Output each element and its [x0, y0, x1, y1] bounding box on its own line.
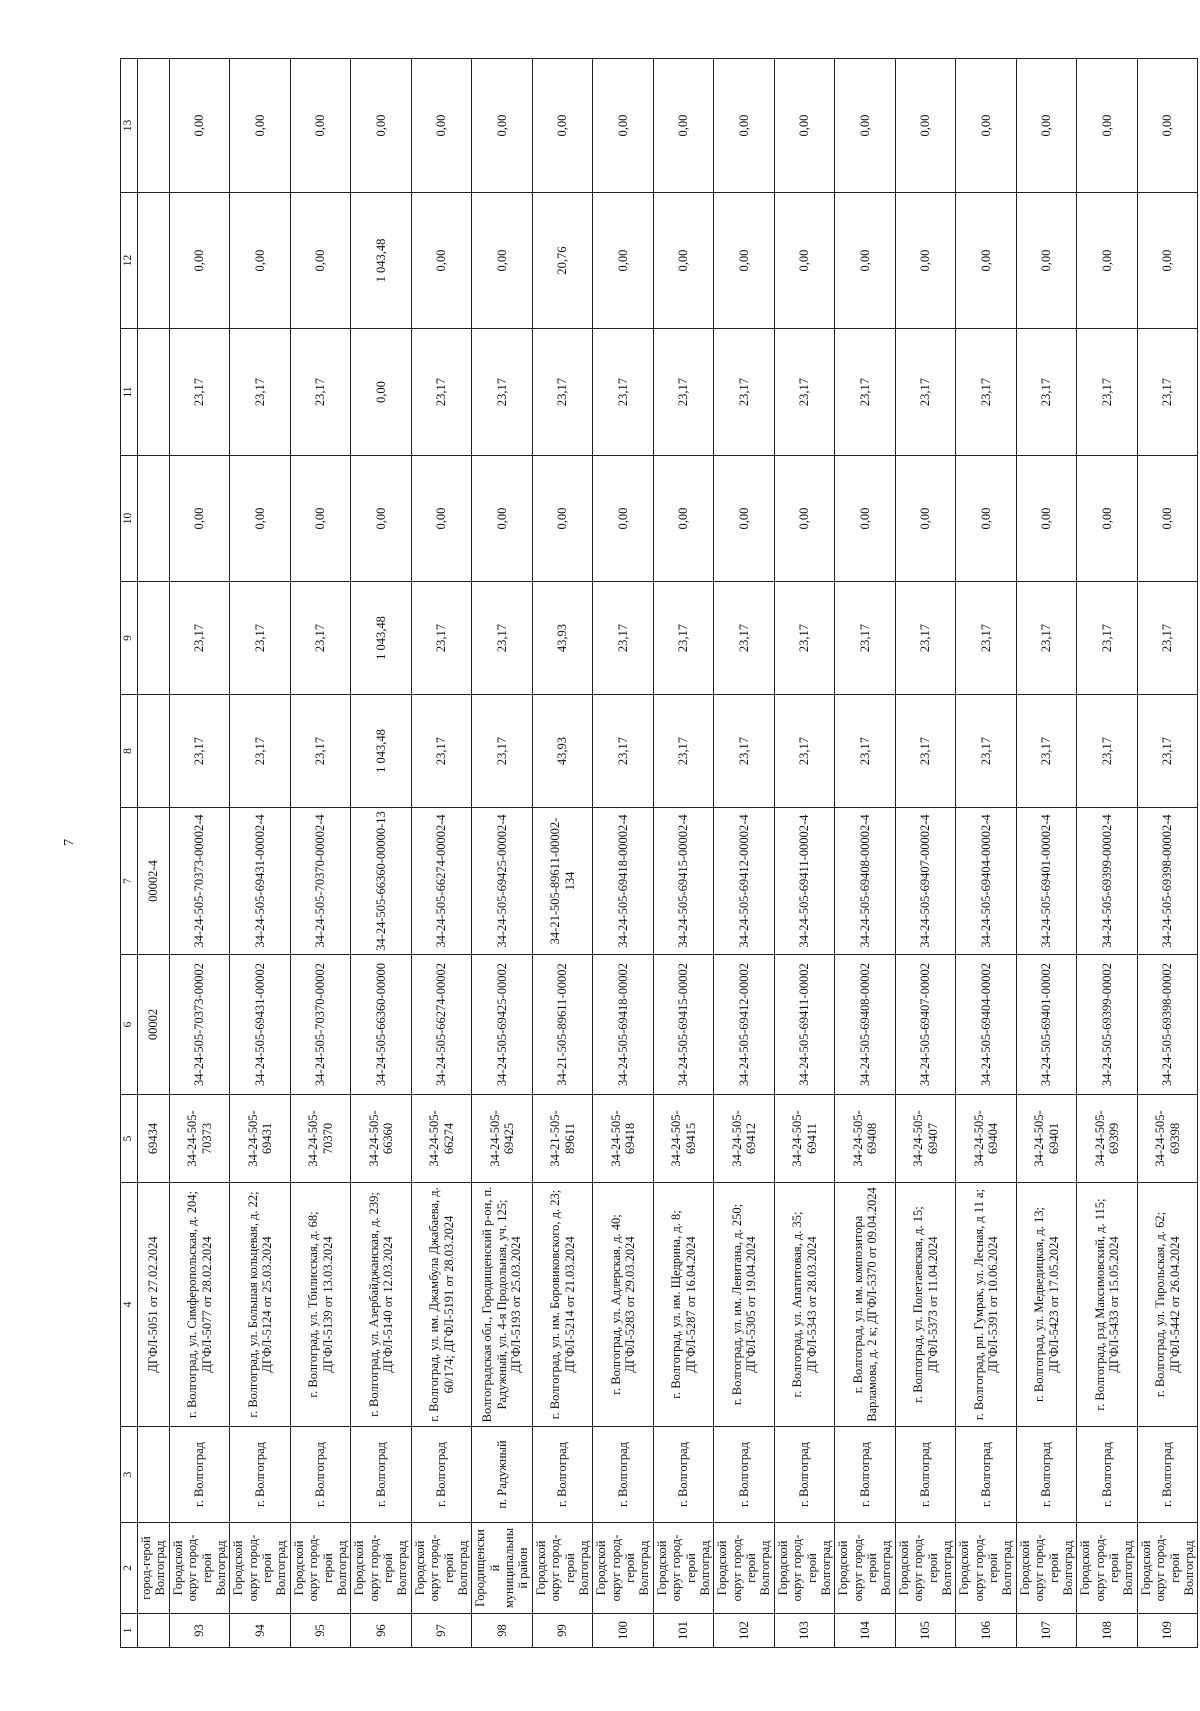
- settlement-cell: г. Волгоград: [1077, 1427, 1138, 1523]
- address-cell: г. Волгоград, ул. им. Джамбула Джабаева, д. 60/174; ДГФЛ-5191 от 28.03.2024: [411, 1183, 472, 1427]
- value-col11-cell: 23,17: [230, 329, 291, 456]
- value-col12-cell: 0,00: [835, 193, 896, 329]
- value-col8-cell: 23,17: [956, 695, 1017, 808]
- value-col9-cell: 23,17: [1077, 582, 1138, 695]
- settlement-cell: г. Волгоград: [230, 1427, 291, 1523]
- settlement-cell: г. Волгоград: [593, 1427, 654, 1523]
- code-cell: 69434: [138, 1095, 170, 1183]
- address-cell: г. Волгоград, рзд Максимовский, д. 115; ДГФЛ-5433 от 15.05.2024: [1077, 1183, 1138, 1427]
- row-number-cell: 108: [1077, 1614, 1138, 1648]
- value-col13-cell: 0,00: [593, 59, 654, 193]
- value-col13-cell: 0,00: [472, 59, 533, 193]
- row-number-cell: 106: [956, 1614, 1017, 1648]
- value-col13-cell: 0,00: [1137, 59, 1198, 193]
- municipality-cell: город-герой Волгоград: [138, 1523, 170, 1614]
- value-col9-cell: 23,17: [290, 582, 351, 695]
- value-col9-cell: 23,17: [774, 582, 835, 695]
- value-col10-cell: 0,00: [593, 456, 654, 582]
- column-number-header: 7: [121, 808, 138, 955]
- municipality-cell: Городской округ город-герой Волгоград: [230, 1523, 291, 1614]
- table-row: [774, 59, 835, 1648]
- code-extended-cell: 00002: [138, 955, 170, 1095]
- code-cell: 34-24-505-69399: [1077, 1095, 1138, 1183]
- column-number-header: 4: [121, 1183, 138, 1427]
- column-number-header: 12: [121, 193, 138, 329]
- address-cell: г. Волгоград, ул. Большая кольцевая, д. 22; ДГФЛ-5124 от 25.03.2024: [230, 1183, 291, 1427]
- code-cell: 34-24-505-69415: [653, 1095, 714, 1183]
- code-cell: 34-24-505-69412: [714, 1095, 775, 1183]
- value-col13-cell: 0,00: [1077, 59, 1138, 193]
- value-col13-cell: 0,00: [290, 59, 351, 193]
- value-col12-cell: 20,76: [532, 193, 593, 329]
- value-col12-cell: 0,00: [774, 193, 835, 329]
- table-row: [835, 59, 896, 1648]
- value-col12-cell: [138, 193, 170, 329]
- table-row: [593, 59, 654, 1648]
- code-full-cell: 34-24-505-69408-00002-4: [835, 808, 896, 955]
- code-cell: 34-24-505-69431: [230, 1095, 291, 1183]
- row-number-cell: 97: [411, 1614, 472, 1648]
- value-col9-cell: 23,17: [895, 582, 956, 695]
- code-cell: 34-21-505-89611: [532, 1095, 593, 1183]
- row-number-cell: 103: [774, 1614, 835, 1648]
- address-cell: ДГФЛ-5051 от 27.02.2024: [138, 1183, 170, 1427]
- code-cell: 34-24-505-69418: [593, 1095, 654, 1183]
- settlement-cell: г. Волгоград: [532, 1427, 593, 1523]
- row-number-cell: 94: [230, 1614, 291, 1648]
- code-extended-cell: 34-21-505-89611-00002: [532, 955, 593, 1095]
- value-col12-cell: 0,00: [895, 193, 956, 329]
- settlement-cell: г. Волгоград: [1137, 1427, 1198, 1523]
- address-cell: г. Волгоград, ул. Полетаевская, д. 15; ДГФЛ-5373 от 11.04.2024: [895, 1183, 956, 1427]
- settlement-cell: г. Волгоград: [714, 1427, 775, 1523]
- value-col13-cell: 0,00: [169, 59, 230, 193]
- value-col10-cell: 0,00: [714, 456, 775, 582]
- value-col11-cell: 23,17: [1137, 329, 1198, 456]
- value-col8-cell: 23,17: [290, 695, 351, 808]
- code-full-cell: 34-24-505-69412-00002-4: [714, 808, 775, 955]
- address-cell: Волгоградская обл., Городищенский р-он, п. Радужный, ул. 4-я Продольная, уч. 125; ДГФЛ-5193 от 25.03.2024: [472, 1183, 533, 1427]
- value-col13-cell: [138, 59, 170, 193]
- value-col12-cell: 0,00: [1077, 193, 1138, 329]
- value-col12-cell: 0,00: [956, 193, 1017, 329]
- column-number-header: 6: [121, 955, 138, 1095]
- column-number-row: [121, 59, 138, 1648]
- row-number-cell: 104: [835, 1614, 896, 1648]
- page-number: 7: [62, 839, 77, 846]
- table-row: [532, 59, 593, 1648]
- row-number-cell: 100: [593, 1614, 654, 1648]
- value-col8-cell: 23,17: [1016, 695, 1077, 808]
- row-number-cell: 101: [653, 1614, 714, 1648]
- value-col8-cell: 23,17: [169, 695, 230, 808]
- address-cell: г. Волгоград, ул. им. Боровиковского, д. 23; ДГФЛ-5214 от 21.03.2024: [532, 1183, 593, 1427]
- code-extended-cell: 34-24-505-69412-00002: [714, 955, 775, 1095]
- column-number-header: 9: [121, 582, 138, 695]
- code-full-cell: 34-24-505-69431-00002-4: [230, 808, 291, 955]
- municipality-cell: Городской округ город-герой Волгоград: [1016, 1523, 1077, 1614]
- value-col10-cell: 0,00: [653, 456, 714, 582]
- row-number-cell: 99: [532, 1614, 593, 1648]
- value-col10-cell: 0,00: [290, 456, 351, 582]
- address-cell: г. Волгоград, ул. Симферопольская, д. 204; ДГФЛ-5077 от 28.02.2024: [169, 1183, 230, 1427]
- value-col12-cell: 0,00: [1016, 193, 1077, 329]
- value-col8-cell: 23,17: [472, 695, 533, 808]
- value-col11-cell: 0,00: [351, 329, 412, 456]
- value-col13-cell: 0,00: [351, 59, 412, 193]
- value-col8-cell: 43,93: [532, 695, 593, 808]
- code-extended-cell: 34-24-505-70373-00002: [169, 955, 230, 1095]
- code-extended-cell: 34-24-505-69408-00002: [835, 955, 896, 1095]
- value-col12-cell: 0,00: [1137, 193, 1198, 329]
- municipality-cell: Городской округ город-герой Волгоград: [290, 1523, 351, 1614]
- value-col9-cell: 23,17: [230, 582, 291, 695]
- code-full-cell: 34-24-505-66360-00000-13: [351, 808, 412, 955]
- value-col10-cell: 0,00: [230, 456, 291, 582]
- settlement-cell: г. Волгоград: [835, 1427, 896, 1523]
- address-cell: г. Волгоград, ул. им. композитора Варламова, д. 2 к; ДГФЛ-5370 от 09.04.2024: [835, 1183, 896, 1427]
- municipality-cell: Городской округ город-герой Волгоград: [351, 1523, 412, 1614]
- code-full-cell: 34-24-505-69425-00002-4: [472, 808, 533, 955]
- code-extended-cell: 34-24-505-69399-00002: [1077, 955, 1138, 1095]
- table-row: [895, 59, 956, 1648]
- table-row: [653, 59, 714, 1648]
- table-body: [121, 59, 1198, 1648]
- code-full-cell: 34-24-505-69401-00002-4: [1016, 808, 1077, 955]
- code-extended-cell: 34-24-505-66274-00002: [411, 955, 472, 1095]
- table-row: [714, 59, 775, 1648]
- value-col8-cell: 23,17: [653, 695, 714, 808]
- row-number-cell: 98: [472, 1614, 533, 1648]
- table-row: [411, 59, 472, 1648]
- value-col9-cell: 23,17: [169, 582, 230, 695]
- column-number-header: 11: [121, 329, 138, 456]
- value-col9-cell: 23,17: [653, 582, 714, 695]
- table-row: [169, 59, 230, 1648]
- column-number-header: 8: [121, 695, 138, 808]
- value-col8-cell: 23,17: [835, 695, 896, 808]
- table-row: [1016, 59, 1077, 1648]
- code-cell: 34-24-505-69404: [956, 1095, 1017, 1183]
- municipality-cell: Городской округ город-герой Волгоград: [835, 1523, 896, 1614]
- value-col13-cell: 0,00: [956, 59, 1017, 193]
- data-table: [120, 58, 1198, 1648]
- value-col9-cell: 23,17: [714, 582, 775, 695]
- value-col10-cell: 0,00: [411, 456, 472, 582]
- value-col13-cell: 0,00: [774, 59, 835, 193]
- value-col11-cell: 23,17: [532, 329, 593, 456]
- municipality-cell: Городской округ город-герой Волгоград: [169, 1523, 230, 1614]
- address-cell: г. Волгоград, ул. Медведицкая, д. 13; ДГФЛ-5423 от 17.05.2024: [1016, 1183, 1077, 1427]
- column-number-header: 1: [121, 1614, 138, 1648]
- value-col9-cell: 23,17: [1137, 582, 1198, 695]
- address-cell: г. Волгоград, ул. им. Щедрина, д. 8; ДГФЛ-5287 от 16.04.2024: [653, 1183, 714, 1427]
- code-cell: 34-24-505-69408: [835, 1095, 896, 1183]
- value-col12-cell: 0,00: [472, 193, 533, 329]
- value-col11-cell: 23,17: [472, 329, 533, 456]
- code-extended-cell: 34-24-505-69407-00002: [895, 955, 956, 1095]
- code-extended-cell: 34-24-505-69425-00002: [472, 955, 533, 1095]
- code-full-cell: 34-24-505-69399-00002-4: [1077, 808, 1138, 955]
- column-number-header: 13: [121, 59, 138, 193]
- value-col13-cell: 0,00: [1016, 59, 1077, 193]
- table-row: [472, 59, 533, 1648]
- value-col11-cell: 23,17: [169, 329, 230, 456]
- value-col11-cell: 23,17: [895, 329, 956, 456]
- row-number-cell: [138, 1614, 170, 1648]
- row-number-cell: 105: [895, 1614, 956, 1648]
- value-col12-cell: 0,00: [290, 193, 351, 329]
- value-col12-cell: 0,00: [653, 193, 714, 329]
- value-col10-cell: 0,00: [169, 456, 230, 582]
- code-full-cell: 34-24-505-69398-00002-4: [1137, 808, 1198, 955]
- code-cell: 34-24-505-69425: [472, 1095, 533, 1183]
- code-full-cell: 34-24-505-69415-00002-4: [653, 808, 714, 955]
- value-col8-cell: 1 043,48: [351, 695, 412, 808]
- value-col11-cell: 23,17: [411, 329, 472, 456]
- settlement-cell: [138, 1427, 170, 1523]
- value-col10-cell: 0,00: [956, 456, 1017, 582]
- value-col9-cell: 23,17: [956, 582, 1017, 695]
- value-col12-cell: 0,00: [411, 193, 472, 329]
- column-number-header: 5: [121, 1095, 138, 1183]
- value-col8-cell: 23,17: [714, 695, 775, 808]
- address-cell: г. Волгоград, ул. им. Левитана, д. 250; ДГФЛ-5305 от 19.04.2024: [714, 1183, 775, 1427]
- value-col11-cell: [138, 329, 170, 456]
- code-full-cell: 00002-4: [138, 808, 170, 955]
- code-cell: 34-24-505-66360: [351, 1095, 412, 1183]
- code-extended-cell: 34-24-505-69415-00002: [653, 955, 714, 1095]
- value-col10-cell: 0,00: [472, 456, 533, 582]
- code-full-cell: 34-24-505-69404-00002-4: [956, 808, 1017, 955]
- code-extended-cell: 34-24-505-66360-00000: [351, 955, 412, 1095]
- municipality-cell: Городской округ город-герой Волгоград: [895, 1523, 956, 1614]
- value-col9-cell: 23,17: [1016, 582, 1077, 695]
- value-col11-cell: 23,17: [1016, 329, 1077, 456]
- code-full-cell: 34-24-505-66274-00002-4: [411, 808, 472, 955]
- code-extended-cell: 34-24-505-69404-00002: [956, 955, 1017, 1095]
- value-col10-cell: 0,00: [351, 456, 412, 582]
- row-number-cell: 93: [169, 1614, 230, 1648]
- address-cell: г. Волгоград, ул. Азербайджанская, д. 239; ДГФЛ-5140 от 12.03.2024: [351, 1183, 412, 1427]
- value-col11-cell: 23,17: [290, 329, 351, 456]
- value-col12-cell: 0,00: [230, 193, 291, 329]
- value-col10-cell: 0,00: [835, 456, 896, 582]
- municipality-cell: Городской округ город-герой Волгоград: [532, 1523, 593, 1614]
- continuation-row: [138, 59, 170, 1648]
- value-col10-cell: 0,00: [895, 456, 956, 582]
- address-cell: г. Волгоград, ул. Тирольская, д. 62; ДГФЛ-5442 от 26.04.2024: [1137, 1183, 1198, 1427]
- value-col10-cell: [138, 456, 170, 582]
- row-number-cell: 107: [1016, 1614, 1077, 1648]
- code-cell: 34-24-505-70370: [290, 1095, 351, 1183]
- value-col13-cell: 0,00: [532, 59, 593, 193]
- code-full-cell: 34-24-505-70373-00002-4: [169, 808, 230, 955]
- value-col11-cell: 23,17: [653, 329, 714, 456]
- value-col10-cell: 0,00: [774, 456, 835, 582]
- column-number-header: 2: [121, 1523, 138, 1614]
- code-extended-cell: 34-24-505-70370-00002: [290, 955, 351, 1095]
- code-extended-cell: 34-24-505-69398-00002: [1137, 955, 1198, 1095]
- code-cell: 34-24-505-69407: [895, 1095, 956, 1183]
- value-col8-cell: 23,17: [1077, 695, 1138, 808]
- value-col8-cell: 23,17: [230, 695, 291, 808]
- value-col12-cell: 0,00: [169, 193, 230, 329]
- value-col8-cell: 23,17: [593, 695, 654, 808]
- value-col9-cell: 1 043,48: [351, 582, 412, 695]
- settlement-cell: г. Волгоград: [290, 1427, 351, 1523]
- value-col8-cell: 23,17: [411, 695, 472, 808]
- code-extended-cell: 34-24-505-69401-00002: [1016, 955, 1077, 1095]
- settlement-cell: г. Волгоград: [411, 1427, 472, 1523]
- row-number-cell: 102: [714, 1614, 775, 1648]
- value-col9-cell: 23,17: [593, 582, 654, 695]
- value-col9-cell: 23,17: [835, 582, 896, 695]
- settlement-cell: г. Волгоград: [653, 1427, 714, 1523]
- municipality-cell: Городищенский муниципальный район: [472, 1523, 533, 1614]
- value-col9-cell: 43,93: [532, 582, 593, 695]
- code-cell: 34-24-505-70373: [169, 1095, 230, 1183]
- code-full-cell: 34-21-505-89611-00002-134: [532, 808, 593, 955]
- address-cell: г. Волгоград, ул. Тбилисская, д. 68; ДГФЛ-5139 от 13.03.2024: [290, 1183, 351, 1427]
- value-col8-cell: 23,17: [1137, 695, 1198, 808]
- settlement-cell: п. Радужный: [472, 1427, 533, 1523]
- value-col13-cell: 0,00: [653, 59, 714, 193]
- value-col10-cell: 0,00: [1016, 456, 1077, 582]
- row-number-cell: 96: [351, 1614, 412, 1648]
- municipality-cell: Городской округ город-герой Волгоград: [956, 1523, 1017, 1614]
- municipality-cell: Городской округ город-герой Волгоград: [774, 1523, 835, 1614]
- value-col8-cell: 23,17: [774, 695, 835, 808]
- column-number-header: 10: [121, 456, 138, 582]
- table-row: [230, 59, 291, 1648]
- value-col13-cell: 0,00: [835, 59, 896, 193]
- value-col10-cell: 0,00: [1077, 456, 1138, 582]
- municipality-cell: Городской округ город-герой Волгоград: [653, 1523, 714, 1614]
- code-extended-cell: 34-24-505-69418-00002: [593, 955, 654, 1095]
- value-col11-cell: 23,17: [774, 329, 835, 456]
- table-row: [1077, 59, 1138, 1648]
- value-col12-cell: 0,00: [714, 193, 775, 329]
- address-cell: г. Волгоград, ул. Адлерская, д. 40; ДГФЛ-5283 от 29.03.2024: [593, 1183, 654, 1427]
- value-col13-cell: 0,00: [230, 59, 291, 193]
- settlement-cell: г. Волгоград: [956, 1427, 1017, 1523]
- value-col8-cell: [138, 695, 170, 808]
- code-full-cell: 34-24-505-69407-00002-4: [895, 808, 956, 955]
- municipality-cell: Городской округ город-герой Волгоград: [1137, 1523, 1198, 1614]
- value-col10-cell: 0,00: [532, 456, 593, 582]
- value-col9-cell: [138, 582, 170, 695]
- rotated-table-container: [120, 58, 1196, 1648]
- table-row: [290, 59, 351, 1648]
- settlement-cell: г. Волгоград: [169, 1427, 230, 1523]
- code-cell: 34-24-505-66274: [411, 1095, 472, 1183]
- value-col9-cell: 23,17: [411, 582, 472, 695]
- table-row: [351, 59, 412, 1648]
- code-cell: 34-24-505-69401: [1016, 1095, 1077, 1183]
- value-col11-cell: 23,17: [956, 329, 1017, 456]
- value-col13-cell: 0,00: [714, 59, 775, 193]
- code-extended-cell: 34-24-505-69411-00002: [774, 955, 835, 1095]
- settlement-cell: г. Волгоград: [1016, 1427, 1077, 1523]
- value-col9-cell: 23,17: [472, 582, 533, 695]
- column-number-header: 3: [121, 1427, 138, 1523]
- value-col12-cell: 0,00: [593, 193, 654, 329]
- table-row: [1137, 59, 1198, 1648]
- table-row: [956, 59, 1017, 1648]
- address-cell: г. Волгоград, рп. Гумрак, ул. Лесная, д 11 а; ДГФЛ-5391 от 10.06.2024: [956, 1183, 1017, 1427]
- settlement-cell: г. Волгоград: [351, 1427, 412, 1523]
- value-col10-cell: 0,00: [1137, 456, 1198, 582]
- value-col11-cell: 23,17: [1077, 329, 1138, 456]
- row-number-cell: 95: [290, 1614, 351, 1648]
- settlement-cell: г. Волгоград: [895, 1427, 956, 1523]
- code-full-cell: 34-24-505-69418-00002-4: [593, 808, 654, 955]
- value-col11-cell: 23,17: [835, 329, 896, 456]
- code-cell: 34-24-505-69398: [1137, 1095, 1198, 1183]
- settlement-cell: г. Волгоград: [774, 1427, 835, 1523]
- municipality-cell: Городской округ город-герой Волгоград: [593, 1523, 654, 1614]
- row-number-cell: 109: [1137, 1614, 1198, 1648]
- municipality-cell: Городской округ город-герой Волгоград: [1077, 1523, 1138, 1614]
- value-col11-cell: 23,17: [593, 329, 654, 456]
- code-extended-cell: 34-24-505-69431-00002: [230, 955, 291, 1095]
- value-col8-cell: 23,17: [895, 695, 956, 808]
- municipality-cell: Городской округ город-герой Волгоград: [411, 1523, 472, 1614]
- value-col13-cell: 0,00: [411, 59, 472, 193]
- code-cell: 34-24-505-69411: [774, 1095, 835, 1183]
- address-cell: г. Волгоград, ул. Апатитовая, д. 35; ДГФЛ-5343 от 28.03.2024: [774, 1183, 835, 1427]
- value-col13-cell: 0,00: [895, 59, 956, 193]
- municipality-cell: Городской округ город-герой Волгоград: [714, 1523, 775, 1614]
- code-full-cell: 34-24-505-70370-00002-4: [290, 808, 351, 955]
- code-full-cell: 34-24-505-69411-00002-4: [774, 808, 835, 955]
- value-col12-cell: 1 043,48: [351, 193, 412, 329]
- value-col11-cell: 23,17: [714, 329, 775, 456]
